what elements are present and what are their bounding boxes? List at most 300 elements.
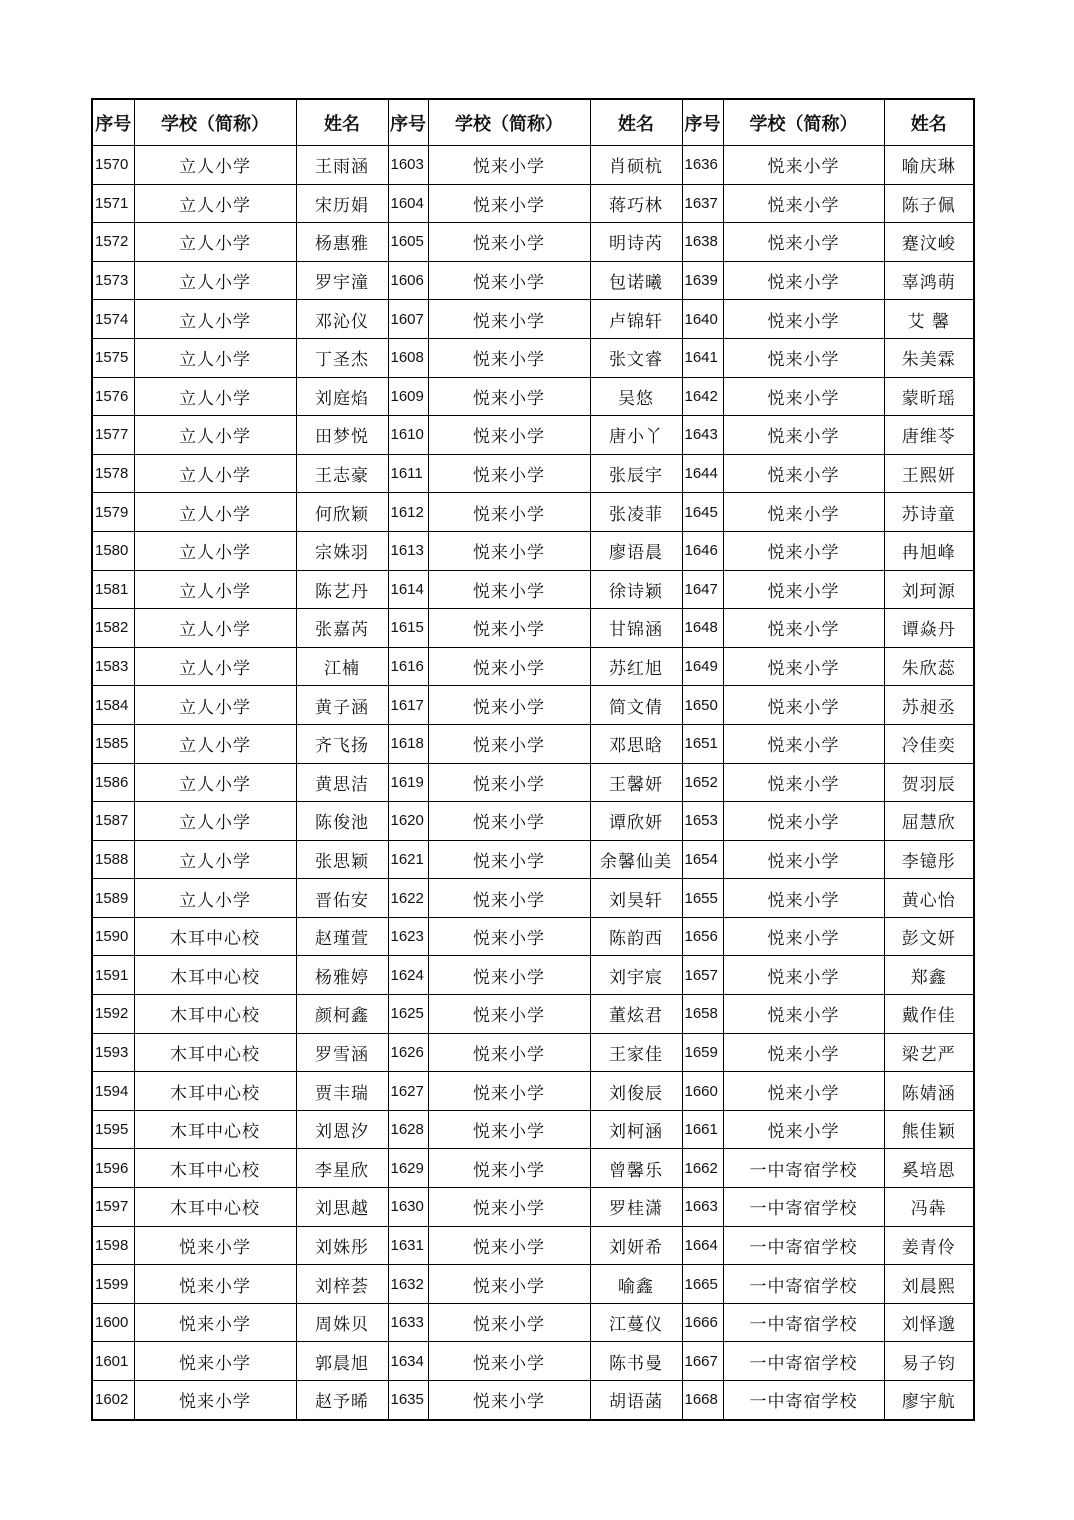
cell-school: 立人小学 <box>134 454 296 493</box>
cell-name: 徐诗颖 <box>590 570 682 609</box>
cell-school: 立人小学 <box>134 647 296 686</box>
cell-name: 廖宇航 <box>884 1381 974 1420</box>
cell-school: 一中寄宿学校 <box>723 1303 884 1342</box>
cell-number: 1607 <box>388 300 428 339</box>
cell-number: 1655 <box>682 879 723 918</box>
cell-number: 1590 <box>92 917 134 956</box>
cell-school: 一中寄宿学校 <box>723 1188 884 1227</box>
table-row <box>92 1188 974 1227</box>
cell-name: 赵予晞 <box>296 1381 388 1420</box>
cell-number: 1581 <box>92 570 134 609</box>
cell-school: 悦来小学 <box>134 1226 296 1265</box>
cell-school: 立人小学 <box>134 686 296 725</box>
cell-school: 悦来小学 <box>723 454 884 493</box>
cell-name: 廖语晨 <box>590 531 682 570</box>
cell-name: 谭焱丹 <box>884 609 974 648</box>
cell-school: 悦来小学 <box>723 146 884 185</box>
cell-school: 木耳中心校 <box>134 1188 296 1227</box>
cell-number: 1626 <box>388 1033 428 1072</box>
cell-number: 1647 <box>682 570 723 609</box>
cell-number: 1614 <box>388 570 428 609</box>
cell-school: 木耳中心校 <box>134 1110 296 1149</box>
cell-number: 1594 <box>92 1072 134 1111</box>
cell-number: 1589 <box>92 879 134 918</box>
cell-number: 1599 <box>92 1265 134 1304</box>
cell-school: 立人小学 <box>134 146 296 185</box>
cell-number: 1609 <box>388 377 428 416</box>
cell-name: 黄思洁 <box>296 763 388 802</box>
cell-school: 悦来小学 <box>428 1110 590 1149</box>
cell-name: 苏昶丞 <box>884 686 974 725</box>
cell-number: 1652 <box>682 763 723 802</box>
cell-name: 余馨仙美 <box>590 840 682 879</box>
cell-number: 1583 <box>92 647 134 686</box>
table-row <box>92 840 974 879</box>
cell-number: 1624 <box>388 956 428 995</box>
table-row <box>92 956 974 995</box>
cell-name: 田梦悦 <box>296 416 388 455</box>
cell-name: 罗宇潼 <box>296 261 388 300</box>
table-row <box>92 377 974 416</box>
table-row <box>92 917 974 956</box>
cell-name: 刘晨熙 <box>884 1265 974 1304</box>
cell-name: 王家佳 <box>590 1033 682 1072</box>
cell-school: 悦来小学 <box>428 917 590 956</box>
cell-number: 1653 <box>682 802 723 841</box>
cell-number: 1576 <box>92 377 134 416</box>
cell-number: 1635 <box>388 1381 428 1420</box>
cell-school: 立人小学 <box>134 570 296 609</box>
cell-name: 苏诗童 <box>884 493 974 532</box>
cell-school: 悦来小学 <box>723 184 884 223</box>
cell-name: 黄心怡 <box>884 879 974 918</box>
cell-school: 木耳中心校 <box>134 995 296 1034</box>
cell-name: 胡语菡 <box>590 1381 682 1420</box>
table-row <box>92 1342 974 1381</box>
cell-name: 朱欣蕊 <box>884 647 974 686</box>
cell-school: 一中寄宿学校 <box>723 1265 884 1304</box>
table-row <box>92 1265 974 1304</box>
cell-name: 颜柯鑫 <box>296 995 388 1034</box>
cell-number: 1628 <box>388 1110 428 1149</box>
cell-name: 喻庆琳 <box>884 146 974 185</box>
cell-school: 悦来小学 <box>428 1226 590 1265</box>
cell-number: 1646 <box>682 531 723 570</box>
table-row <box>92 1072 974 1111</box>
cell-name: 奚培恩 <box>884 1149 974 1188</box>
cell-number: 1619 <box>388 763 428 802</box>
cell-school: 悦来小学 <box>723 686 884 725</box>
cell-number: 1592 <box>92 995 134 1034</box>
cell-school: 悦来小学 <box>723 1072 884 1111</box>
cell-name: 陈韵西 <box>590 917 682 956</box>
table-row <box>92 416 974 455</box>
cell-number: 1636 <box>682 146 723 185</box>
cell-school: 悦来小学 <box>428 1072 590 1111</box>
cell-name: 宗姝羽 <box>296 531 388 570</box>
table-row <box>92 184 974 223</box>
table-row <box>92 1226 974 1265</box>
cell-school: 悦来小学 <box>428 1303 590 1342</box>
cell-number: 1617 <box>388 686 428 725</box>
cell-number: 1634 <box>388 1342 428 1381</box>
cell-name: 陈子佩 <box>884 184 974 223</box>
cell-number: 1621 <box>388 840 428 879</box>
table-row <box>92 1033 974 1072</box>
cell-number: 1606 <box>388 261 428 300</box>
cell-name: 罗雪涵 <box>296 1033 388 1072</box>
cell-name: 邓沁仪 <box>296 300 388 339</box>
header-school: 学校（简称） <box>723 99 884 146</box>
cell-school: 一中寄宿学校 <box>723 1342 884 1381</box>
cell-name: 罗桂潇 <box>590 1188 682 1227</box>
cell-number: 1575 <box>92 338 134 377</box>
cell-school: 悦来小学 <box>723 840 884 879</box>
cell-school: 悦来小学 <box>723 763 884 802</box>
cell-number: 1601 <box>92 1342 134 1381</box>
cell-school: 一中寄宿学校 <box>723 1149 884 1188</box>
cell-number: 1650 <box>682 686 723 725</box>
cell-school: 立人小学 <box>134 763 296 802</box>
cell-number: 1656 <box>682 917 723 956</box>
cell-name: 戴作佳 <box>884 995 974 1034</box>
cell-name: 喻鑫 <box>590 1265 682 1304</box>
table-row <box>92 261 974 300</box>
cell-school: 悦来小学 <box>428 184 590 223</box>
cell-school: 立人小学 <box>134 609 296 648</box>
cell-school: 悦来小学 <box>723 917 884 956</box>
cell-school: 悦来小学 <box>723 879 884 918</box>
cell-name: 冷佳奕 <box>884 724 974 763</box>
cell-name: 郑鑫 <box>884 956 974 995</box>
cell-name: 刘恩汐 <box>296 1110 388 1149</box>
header-number: 序号 <box>92 99 134 146</box>
cell-school: 悦来小学 <box>723 377 884 416</box>
cell-number: 1664 <box>682 1226 723 1265</box>
cell-name: 贺羽辰 <box>884 763 974 802</box>
cell-number: 1611 <box>388 454 428 493</box>
cell-number: 1633 <box>388 1303 428 1342</box>
cell-number: 1573 <box>92 261 134 300</box>
cell-school: 悦来小学 <box>723 531 884 570</box>
table-row <box>92 223 974 262</box>
table-row <box>92 454 974 493</box>
cell-school: 悦来小学 <box>428 570 590 609</box>
cell-name: 吴悠 <box>590 377 682 416</box>
cell-name: 蹇汶峻 <box>884 223 974 262</box>
cell-name: 贾丰瑞 <box>296 1072 388 1111</box>
cell-school: 悦来小学 <box>723 1110 884 1149</box>
cell-number: 1598 <box>92 1226 134 1265</box>
cell-number: 1654 <box>682 840 723 879</box>
cell-name: 李镱彤 <box>884 840 974 879</box>
cell-number: 1668 <box>682 1381 723 1420</box>
table-row <box>92 995 974 1034</box>
cell-number: 1612 <box>388 493 428 532</box>
cell-school: 悦来小学 <box>428 300 590 339</box>
cell-school: 悦来小学 <box>428 1381 590 1420</box>
table-row <box>92 146 974 185</box>
cell-school: 悦来小学 <box>134 1381 296 1420</box>
cell-number: 1591 <box>92 956 134 995</box>
cell-school: 木耳中心校 <box>134 1072 296 1111</box>
cell-number: 1618 <box>388 724 428 763</box>
cell-number: 1570 <box>92 146 134 185</box>
cell-school: 悦来小学 <box>428 1149 590 1188</box>
cell-name: 梁艺严 <box>884 1033 974 1072</box>
cell-school: 悦来小学 <box>723 647 884 686</box>
cell-name: 张嘉芮 <box>296 609 388 648</box>
cell-school: 悦来小学 <box>723 338 884 377</box>
cell-number: 1596 <box>92 1149 134 1188</box>
table-row <box>92 338 974 377</box>
cell-school: 悦来小学 <box>723 724 884 763</box>
table-row <box>92 763 974 802</box>
cell-number: 1639 <box>682 261 723 300</box>
cell-name: 艾 馨 <box>884 300 974 339</box>
cell-number: 1605 <box>388 223 428 262</box>
cell-number: 1632 <box>388 1265 428 1304</box>
cell-number: 1662 <box>682 1149 723 1188</box>
cell-name: 苏红旭 <box>590 647 682 686</box>
header-name: 姓名 <box>590 99 682 146</box>
cell-name: 刘宇宸 <box>590 956 682 995</box>
cell-number: 1578 <box>92 454 134 493</box>
cell-name: 齐飞扬 <box>296 724 388 763</box>
cell-school: 悦来小学 <box>723 802 884 841</box>
cell-number: 1625 <box>388 995 428 1034</box>
cell-name: 屈慧欣 <box>884 802 974 841</box>
cell-name: 肖硕杭 <box>590 146 682 185</box>
cell-school: 悦来小学 <box>134 1265 296 1304</box>
header-name: 姓名 <box>296 99 388 146</box>
cell-school: 一中寄宿学校 <box>723 1381 884 1420</box>
cell-school: 悦来小学 <box>723 300 884 339</box>
cell-name: 刘庭焰 <box>296 377 388 416</box>
cell-school: 悦来小学 <box>428 377 590 416</box>
cell-name: 宋历娟 <box>296 184 388 223</box>
cell-number: 1600 <box>92 1303 134 1342</box>
cell-school: 立人小学 <box>134 300 296 339</box>
cell-school: 悦来小学 <box>723 261 884 300</box>
cell-number: 1571 <box>92 184 134 223</box>
cell-number: 1638 <box>682 223 723 262</box>
cell-number: 1579 <box>92 493 134 532</box>
cell-name: 冯犇 <box>884 1188 974 1227</box>
cell-school: 立人小学 <box>134 261 296 300</box>
header-number: 序号 <box>682 99 723 146</box>
cell-school: 木耳中心校 <box>134 956 296 995</box>
cell-name: 张文睿 <box>590 338 682 377</box>
cell-number: 1659 <box>682 1033 723 1072</box>
cell-school: 悦来小学 <box>428 261 590 300</box>
cell-school: 立人小学 <box>134 879 296 918</box>
cell-school: 悦来小学 <box>723 223 884 262</box>
cell-number: 1585 <box>92 724 134 763</box>
cell-number: 1584 <box>92 686 134 725</box>
cell-school: 悦来小学 <box>428 609 590 648</box>
cell-school: 悦来小学 <box>428 416 590 455</box>
cell-number: 1640 <box>682 300 723 339</box>
cell-school: 悦来小学 <box>428 454 590 493</box>
table-row <box>92 724 974 763</box>
cell-name: 刘姝彤 <box>296 1226 388 1265</box>
header-school: 学校（简称） <box>134 99 296 146</box>
table-row <box>92 300 974 339</box>
cell-number: 1582 <box>92 609 134 648</box>
cell-school: 悦来小学 <box>428 995 590 1034</box>
roster-table <box>91 98 975 1421</box>
cell-name: 蒙昕瑶 <box>884 377 974 416</box>
cell-school: 悦来小学 <box>428 1188 590 1227</box>
cell-number: 1630 <box>388 1188 428 1227</box>
table-row <box>92 1110 974 1149</box>
cell-number: 1629 <box>388 1149 428 1188</box>
cell-name: 刘柯涵 <box>590 1110 682 1149</box>
cell-school: 木耳中心校 <box>134 1149 296 1188</box>
cell-school: 立人小学 <box>134 531 296 570</box>
cell-name: 刘珂源 <box>884 570 974 609</box>
cell-name: 唐小丫 <box>590 416 682 455</box>
table-row <box>92 1381 974 1420</box>
cell-school: 悦来小学 <box>428 647 590 686</box>
table-row <box>92 531 974 570</box>
cell-number: 1641 <box>682 338 723 377</box>
cell-school: 悦来小学 <box>428 879 590 918</box>
cell-school: 立人小学 <box>134 377 296 416</box>
cell-number: 1665 <box>682 1265 723 1304</box>
cell-number: 1602 <box>92 1381 134 1420</box>
cell-school: 悦来小学 <box>723 995 884 1034</box>
cell-number: 1651 <box>682 724 723 763</box>
cell-name: 刘怿邈 <box>884 1303 974 1342</box>
cell-number: 1663 <box>682 1188 723 1227</box>
cell-name: 杨惠雅 <box>296 223 388 262</box>
cell-name: 谭欣妍 <box>590 802 682 841</box>
cell-name: 江楠 <box>296 647 388 686</box>
cell-number: 1667 <box>682 1342 723 1381</box>
cell-name: 曾馨乐 <box>590 1149 682 1188</box>
cell-number: 1588 <box>92 840 134 879</box>
cell-name: 朱美霖 <box>884 338 974 377</box>
cell-school: 悦来小学 <box>428 223 590 262</box>
cell-school: 立人小学 <box>134 223 296 262</box>
cell-number: 1580 <box>92 531 134 570</box>
cell-name: 刘昊轩 <box>590 879 682 918</box>
cell-number: 1661 <box>682 1110 723 1149</box>
cell-number: 1644 <box>682 454 723 493</box>
cell-name: 王熙妍 <box>884 454 974 493</box>
cell-number: 1622 <box>388 879 428 918</box>
cell-name: 熊佳颖 <box>884 1110 974 1149</box>
cell-school: 木耳中心校 <box>134 1033 296 1072</box>
cell-number: 1643 <box>682 416 723 455</box>
cell-name: 卢锦轩 <box>590 300 682 339</box>
cell-name: 杨雅婷 <box>296 956 388 995</box>
cell-school: 悦来小学 <box>428 1342 590 1381</box>
cell-name: 晋佑安 <box>296 879 388 918</box>
cell-number: 1574 <box>92 300 134 339</box>
cell-school: 悦来小学 <box>428 1033 590 1072</box>
cell-number: 1604 <box>388 184 428 223</box>
cell-name: 陈艺丹 <box>296 570 388 609</box>
cell-number: 1608 <box>388 338 428 377</box>
cell-name: 冉旭峰 <box>884 531 974 570</box>
cell-school: 立人小学 <box>134 724 296 763</box>
cell-name: 易子钧 <box>884 1342 974 1381</box>
cell-name: 何欣颖 <box>296 493 388 532</box>
cell-name: 包诺曦 <box>590 261 682 300</box>
cell-name: 江蔓仪 <box>590 1303 682 1342</box>
cell-school: 一中寄宿学校 <box>723 1226 884 1265</box>
cell-school: 悦来小学 <box>428 840 590 879</box>
cell-school: 立人小学 <box>134 493 296 532</box>
cell-number: 1597 <box>92 1188 134 1227</box>
cell-school: 悦来小学 <box>428 493 590 532</box>
cell-school: 悦来小学 <box>428 1265 590 1304</box>
cell-number: 1648 <box>682 609 723 648</box>
cell-name: 陈俊池 <box>296 802 388 841</box>
cell-name: 姜青伶 <box>884 1226 974 1265</box>
cell-school: 悦来小学 <box>428 763 590 802</box>
cell-school: 悦来小学 <box>723 609 884 648</box>
cell-number: 1637 <box>682 184 723 223</box>
cell-school: 木耳中心校 <box>134 917 296 956</box>
cell-number: 1658 <box>682 995 723 1034</box>
cell-school: 悦来小学 <box>723 956 884 995</box>
cell-name: 张思颖 <box>296 840 388 879</box>
cell-school: 悦来小学 <box>723 1033 884 1072</box>
cell-school: 立人小学 <box>134 416 296 455</box>
cell-name: 甘锦涵 <box>590 609 682 648</box>
cell-name: 陈书曼 <box>590 1342 682 1381</box>
cell-name: 张辰宇 <box>590 454 682 493</box>
cell-school: 悦来小学 <box>723 416 884 455</box>
cell-number: 1657 <box>682 956 723 995</box>
cell-number: 1610 <box>388 416 428 455</box>
cell-name: 辜鸿萌 <box>884 261 974 300</box>
table-row <box>92 570 974 609</box>
roster-body <box>92 146 974 1420</box>
cell-number: 1586 <box>92 763 134 802</box>
cell-number: 1631 <box>388 1226 428 1265</box>
cell-school: 悦来小学 <box>428 686 590 725</box>
cell-number: 1587 <box>92 802 134 841</box>
cell-name: 董炫君 <box>590 995 682 1034</box>
cell-name: 彭文妍 <box>884 917 974 956</box>
cell-number: 1660 <box>682 1072 723 1111</box>
cell-school: 悦来小学 <box>134 1342 296 1381</box>
cell-number: 1595 <box>92 1110 134 1149</box>
table-row <box>92 493 974 532</box>
table-row <box>92 802 974 841</box>
cell-school: 立人小学 <box>134 338 296 377</box>
cell-number: 1642 <box>682 377 723 416</box>
cell-school: 立人小学 <box>134 802 296 841</box>
cell-name: 陈婧涵 <box>884 1072 974 1111</box>
header-school: 学校（简称） <box>428 99 590 146</box>
cell-name: 简文倩 <box>590 686 682 725</box>
cell-name: 刘思越 <box>296 1188 388 1227</box>
header-number: 序号 <box>388 99 428 146</box>
table-row <box>92 686 974 725</box>
header-name: 姓名 <box>884 99 974 146</box>
cell-number: 1616 <box>388 647 428 686</box>
cell-name: 王馨妍 <box>590 763 682 802</box>
cell-number: 1623 <box>388 917 428 956</box>
cell-number: 1603 <box>388 146 428 185</box>
cell-name: 王雨涵 <box>296 146 388 185</box>
